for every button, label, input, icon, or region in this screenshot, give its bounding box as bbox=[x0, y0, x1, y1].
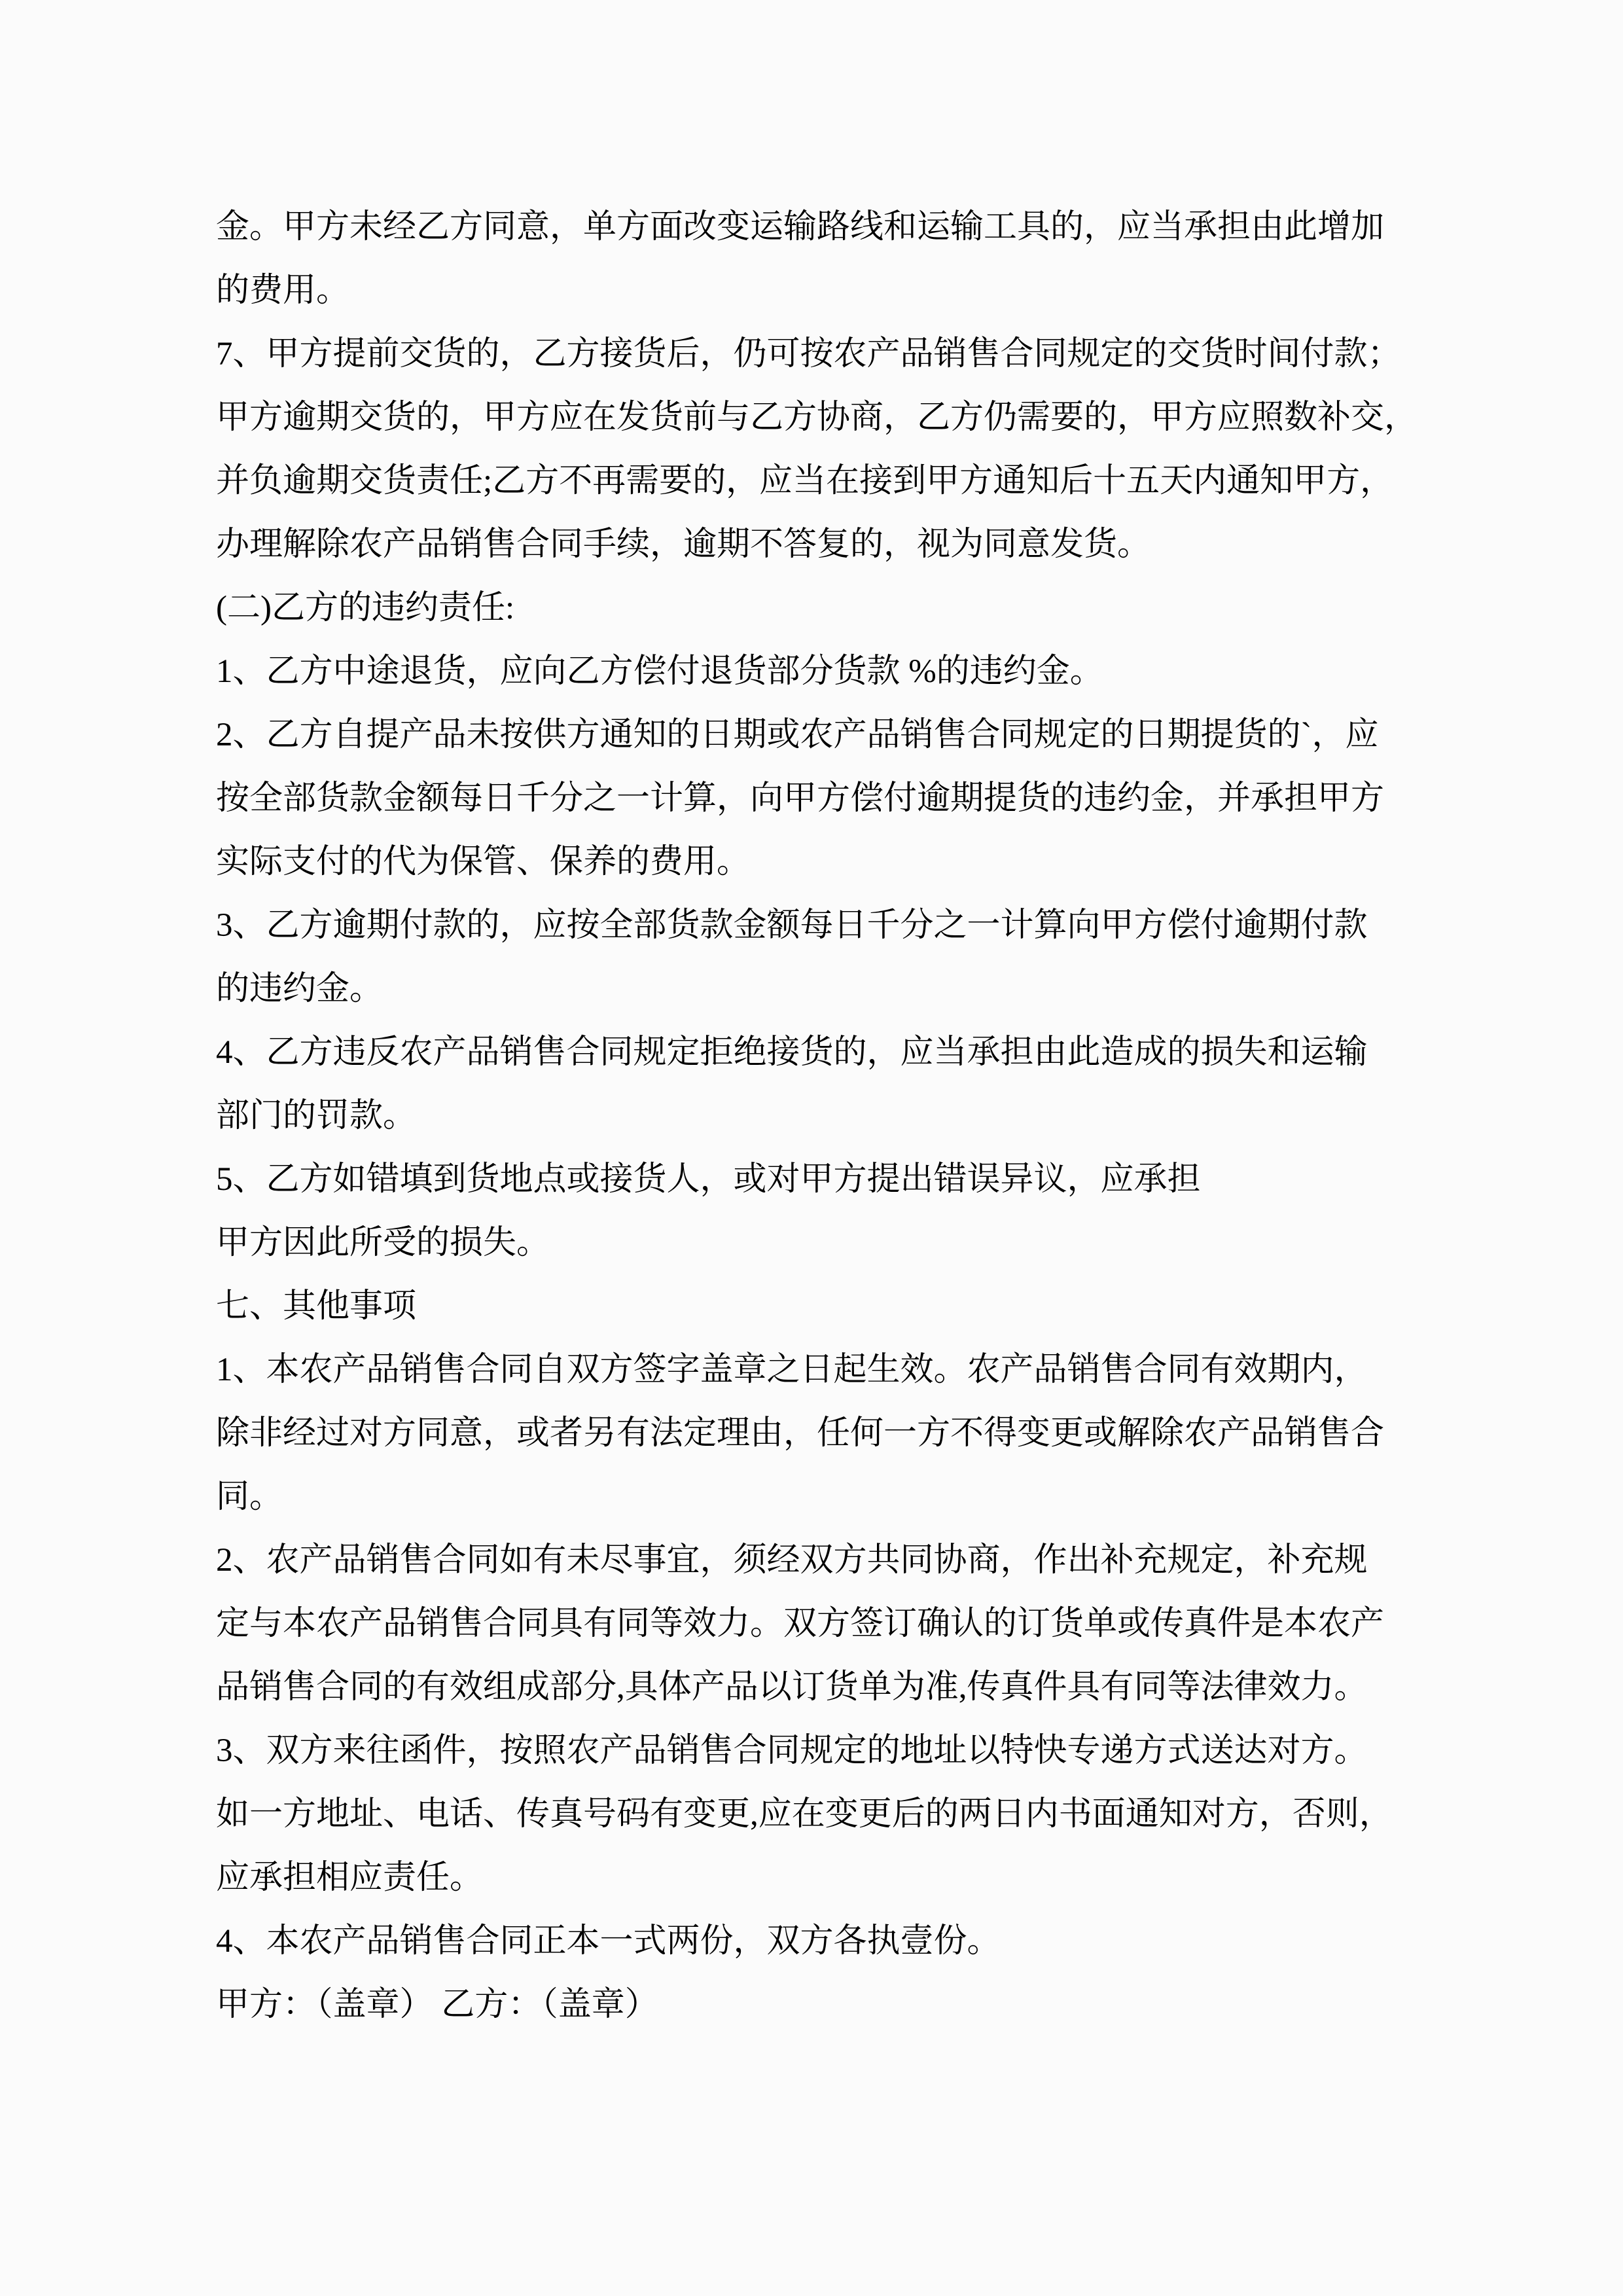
contract-text-line: 的违约金。 bbox=[216, 971, 383, 1007]
contract-text-line: 甲方因此所受的损失。 bbox=[216, 1225, 550, 1261]
contract-text-line: 办理解除农产品销售合同手续，逾期不答复的，视为同意发货。 bbox=[216, 526, 1151, 563]
contract-text-line: 4、乙方违反农产品销售合同规定拒绝接货的，应当承担由此造成的损失和运输 bbox=[216, 1034, 1368, 1071]
contract-text-line: 1、本农产品销售合同自双方签字盖章之日起生效。农产品销售合同有效期内， bbox=[216, 1352, 1368, 1388]
contract-text-line: 3、乙方逾期付款的，应按全部货款金额每日千分之一计算向甲方偿付逾期付款 bbox=[216, 907, 1368, 944]
contract-text-line: 定与本农产品销售合同具有同等效力。双方签订确认的订货单或传真件是本农产 bbox=[216, 1605, 1385, 1642]
contract-text-line: 甲方逾期交货的，甲方应在发货前与乙方协商，乙方仍需要的，甲方应照数补交， bbox=[216, 399, 1418, 436]
contract-text-line: 3、双方来往函件，按照农产品销售合同规定的地址以特快专递方式送达对方。 bbox=[216, 1732, 1368, 1769]
contract-text-block bbox=[216, 196, 1446, 2037]
contract-text-line: 如一方地址、电话、传真号码有变更,应在变更后的两日内书面通知对方，否则， bbox=[216, 1796, 1393, 1833]
contract-text-line: 按全部货款金额每日千分之一计算，向甲方偿付逾期提货的违约金，并承担甲方 bbox=[216, 780, 1385, 817]
contract-text-line: 同。 bbox=[216, 1479, 283, 1515]
contract-text-line: 除非经过对方同意，或者另有法定理由，任何一方不得变更或解除农产品销售合 bbox=[216, 1415, 1385, 1452]
contract-text-line: 部门的罚款。 bbox=[216, 1098, 417, 1134]
contract-text-line: 1、乙方中途退货，应向乙方偿付退货部分货款 %的违约金。 bbox=[216, 653, 1103, 690]
contract-text-line: 七、其他事项 bbox=[216, 1288, 417, 1325]
contract-text-line: 的费用。 bbox=[216, 272, 350, 309]
contract-text-line: 应承担相应责任。 bbox=[216, 1859, 484, 1896]
contract-text-line: 金。甲方未经乙方同意，单方面改变运输路线和运输工具的，应当承担由此增加 bbox=[216, 209, 1385, 245]
contract-text-line: 并负逾期交货责任;乙方不再需要的，应当在接到甲方通知后十五天内通知甲方， bbox=[216, 463, 1394, 499]
contract-text-line: 2、农产品销售合同如有未尽事宜，须经双方共同协商，作出补充规定，补充规 bbox=[216, 1542, 1368, 1579]
contract-text-line: 甲方：（盖章） 乙方：（盖章） bbox=[216, 1986, 658, 2023]
contract-text-line: 5、乙方如错填到货地点或接货人，或对甲方提出错误异议，应承担 bbox=[216, 1161, 1201, 1198]
contract-text-line: 品销售合同的有效组成部分,具体产品以订货单为准,传真件具有同等法律效力。 bbox=[216, 1669, 1368, 1706]
contract-text-line: 2、乙方自提产品未按供方通知的日期或农产品销售合同规定的日期提货的`，应 bbox=[216, 717, 1379, 753]
contract-text-line: 4、本农产品销售合同正本一式两份，双方各执壹份。 bbox=[216, 1923, 1001, 1960]
contract-text-line: 7、甲方提前交货的，乙方接货后，仍可按农产品销售合同规定的交货时间付款； bbox=[216, 336, 1401, 372]
contract-text-line: (二)乙方的违约责任: bbox=[216, 590, 515, 626]
contract-text-line: 实际支付的代为保管、保养的费用。 bbox=[216, 844, 751, 880]
